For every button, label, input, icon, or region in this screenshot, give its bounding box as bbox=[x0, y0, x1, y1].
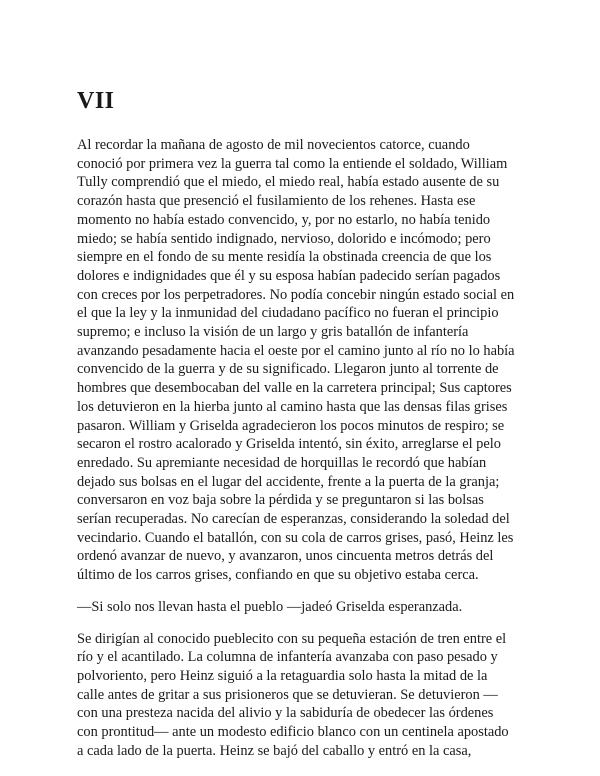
text-line: —Si solo nos llevan hasta el pueblo —jadeó Griselda esperanzada. bbox=[77, 598, 463, 615]
text-line: polvoriento, pero Heinz siguió a la retaguardia solo hasta la mitad de la bbox=[77, 667, 488, 684]
text-line: vecindario. Cuando el batallón, con su cola de carros grises, pasó, Heinz les bbox=[77, 529, 514, 546]
text-line: enredado. Su apremiante necesidad de horquillas le recordó que habían bbox=[77, 454, 487, 471]
text-line: dejado sus bolsas en el lugar del accidente, frente a la puerta de la granja; bbox=[77, 473, 500, 490]
text-line: con una presteza nacida del alivio y la sabiduría de obedecer las órdenes bbox=[77, 705, 494, 722]
text-line: supremo; e incluso la visión de un largo y gris batallón de infantería bbox=[77, 324, 469, 341]
text-line: dolores e indignidades que él y su esposa habían padecido serían pagados bbox=[77, 267, 501, 284]
text-line: el que la ley y la inmunidad del ciudadano pacífico no fueran el principio bbox=[77, 305, 499, 322]
text-line: pasaron. William y Griselda agradecieron los pocos minutos de respiro; se bbox=[77, 417, 505, 434]
text-line: miedo; se había sentido indignado, nervioso, dolorido e incómodo; pero bbox=[77, 230, 491, 247]
text-line: conoció por primera vez la guerra tal como la entiende el soldado, William bbox=[77, 155, 508, 172]
text-line: convencido de la guerra y de su significado. Llegaron junto al torrente de bbox=[77, 361, 499, 378]
paragraph bbox=[77, 598, 533, 617]
text-line: con prontitud— ante un modesto edificio blanco con un centinela apostado bbox=[77, 724, 509, 741]
text-line: momento no había estado convencido, y, por no estarlo, no había tenido bbox=[77, 211, 491, 228]
text-line: último de los carros grises, confiando en que su objetivo estaba cerca. bbox=[77, 567, 479, 584]
text-line: hombres que desembocaban del valle en la carretera principal; Sus captores bbox=[77, 380, 512, 397]
text-line: conversaron en voz baja sobre la pérdida y se preguntaron si las bolsas bbox=[77, 492, 484, 509]
text-line: corazón hasta que presenció el fusilamiento de los rehenes. Hasta ese bbox=[77, 193, 476, 210]
text-line: a cada lado de la puerta. Heinz se bajó del caballo y entró en la casa, bbox=[77, 742, 472, 759]
text-line: calle antes de gritar a sus prisioneros que se detuvieran. Se detuvieron — bbox=[77, 686, 498, 703]
text-line: serían recuperadas. No carecían de esperanzas, considerando la soledad del bbox=[77, 511, 510, 528]
text-line: río y el acantilado. La columna de infantería avanzaba con paso pesado y bbox=[77, 649, 498, 666]
text-line: ordenó avanzar de nuevo, y avanzaron, unos cincuenta metros detrás del bbox=[77, 548, 494, 565]
paragraph bbox=[77, 630, 533, 761]
text-line: Al recordar la mañana de agosto de mil novecientos catorce, cuando bbox=[77, 137, 470, 153]
text-line: Se dirigían al conocido pueblecito con su pequeña estación de tren entre el bbox=[77, 630, 507, 647]
text-line: con creces por los perpetradores. No podía concebir ningún estado social en bbox=[77, 286, 515, 303]
text-line: los detuvieron en la hierba junto al camino hasta que las densas filas grises bbox=[77, 398, 508, 415]
paragraphs bbox=[77, 136, 533, 761]
document-body bbox=[77, 86, 533, 774]
text-line: Tully comprendió que el miedo, el miedo real, había estado ausente de su bbox=[77, 174, 500, 191]
text-line: avanzando pesadamente hacia el oeste por el camino junto al río no lo había bbox=[77, 342, 515, 359]
text-line: siempre en el fondo de su mente residía la obstinada creencia de que los bbox=[77, 249, 492, 266]
chapter-title: VII bbox=[77, 88, 115, 114]
text-line: secaron el rostro acalorado y Griselda intentó, sin éxito, arreglarse el pelo bbox=[77, 436, 501, 453]
paragraph bbox=[77, 136, 533, 585]
